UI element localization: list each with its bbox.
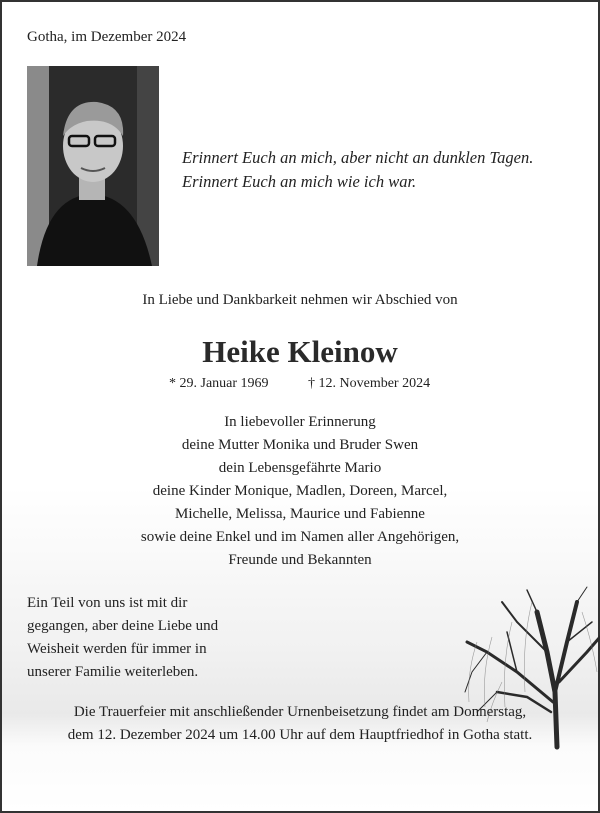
funeral-line: Die Trauerfeier mit anschließender Urnenbeisetzung findet am Donnerstag,: [73, 704, 527, 720]
mourner-line: In liebevoller Erinnerung: [224, 414, 376, 430]
portrait-photo: [27, 66, 159, 266]
birth-date: * 29. Januar 1969: [169, 376, 269, 391]
deceased-name: Heike Kleinow: [202, 334, 398, 369]
quote-line-2: Erinnert Euch an mich wie ich war.: [182, 172, 417, 191]
poem-line: Ein Teil von uns ist mit dir: [27, 595, 188, 611]
mourner-line: deine Mutter Monika und Bruder Swen: [181, 437, 419, 453]
memorial-poem: [27, 592, 218, 684]
mourner-line: deine Kinder Monique, Madlen, Doreen, Marcel,: [152, 483, 448, 499]
mourner-line: sowie deine Enkel und im Namen aller Angehörigen,: [140, 529, 460, 545]
mourner-line: Freunde und Bekannten: [228, 552, 372, 568]
poem-line: unserer Familie weiterleben.: [27, 664, 199, 680]
funeral-line: dem 12. Dezember 2024 um 14.00 Uhr auf dem Hauptfriedhof in Gotha statt.: [67, 727, 533, 743]
mourner-line: dein Lebensgefährte Mario: [218, 460, 382, 476]
poem-line: gegangen, aber deine Liebe und: [27, 618, 219, 634]
quote-line-1: Erinnert Euch an mich, aber nicht an dunklen Tagen.: [182, 148, 534, 167]
funeral-info: [2, 701, 598, 747]
mourners-list: [2, 414, 598, 575]
intro-text: In Liebe und Dankbarkeit nehmen wir Abschied von: [142, 292, 458, 308]
poem-line: Weisheit werden für immer in: [27, 641, 207, 657]
mourner-line: Michelle, Melissa, Maurice und Fabienne: [175, 506, 425, 522]
death-date: † 12. November 2024: [308, 376, 431, 391]
place-date: Gotha, im Dezember 2024: [27, 29, 187, 45]
